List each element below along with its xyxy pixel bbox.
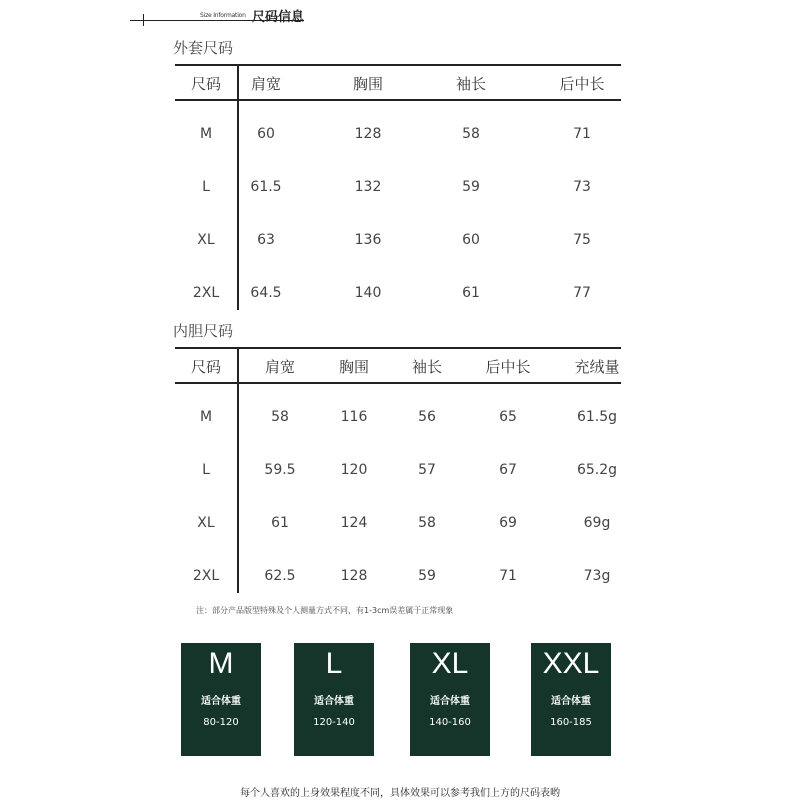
liner-table-value-cell: 69 (499, 515, 517, 531)
weight-card-label: 适合体重 (430, 696, 470, 707)
coat-size-title: 外套尺码 (173, 39, 234, 57)
liner-table-value-cell: 69g (583, 515, 611, 531)
weight-card-m (181, 643, 261, 756)
coat-table-value-cell: 128 (354, 126, 382, 142)
weight-card-range: 120-140 (313, 717, 355, 728)
liner-table-header-cell: 袖长 (411, 358, 443, 376)
liner-table-value-cell: 57 (418, 462, 436, 478)
footer-note: 每个人喜欢的上身效果程度不同，具体效果可以参考我们上方的尺码表哟 (240, 788, 560, 799)
coat-table-value-cell: 136 (354, 232, 382, 248)
liner-size-title: 内胆尺码 (173, 322, 234, 340)
liner-table-header-rule (175, 382, 621, 384)
liner-table-value-cell: 59.5 (264, 462, 296, 478)
coat-table-size-cell: 2XL (192, 285, 220, 301)
coat-table-value-cell: 132 (354, 179, 382, 195)
weight-card-xl (410, 643, 490, 756)
liner-table-value-cell: 61 (271, 515, 289, 531)
liner-table-value-cell: 65 (499, 409, 517, 425)
coat-table-header-cell: 肩宽 (250, 75, 282, 93)
coat-table-value-cell: 61.5 (250, 179, 282, 195)
weight-card-size: XXL (542, 647, 600, 680)
coat-table-column-divider (237, 64, 239, 310)
liner-table-size-cell: XL (197, 515, 215, 531)
header-title: 尺码信息 (252, 10, 305, 25)
liner-table-value-cell: 73g (583, 568, 611, 584)
coat-size-table (175, 64, 621, 314)
liner-table-value-cell: 128 (340, 568, 368, 584)
liner-table-header-cell: 充绒量 (574, 358, 620, 376)
liner-table-size-cell: 2XL (192, 568, 220, 584)
liner-table-size-cell: M (199, 409, 213, 425)
weight-card-range: 140-160 (429, 717, 471, 728)
liner-table-value-cell: 58 (418, 515, 436, 531)
coat-table-header-cell: 尺码 (190, 75, 222, 93)
coat-table-value-cell: 77 (573, 285, 591, 301)
coat-table-header-cell: 后中长 (559, 75, 605, 93)
liner-table-size-cell: L (202, 462, 210, 478)
coat-table-value-cell: 59 (462, 179, 480, 195)
liner-table-value-cell: 62.5 (264, 568, 296, 584)
liner-table-value-cell: 65.2g (576, 462, 618, 478)
coat-table-value-cell: 64.5 (250, 285, 282, 301)
coat-table-value-cell: 60 (462, 232, 480, 248)
liner-table-value-cell: 67 (499, 462, 517, 478)
liner-table-value-cell: 58 (271, 409, 289, 425)
measurement-note: 注：部分产品版型特殊及个人测量方式不同，有1-3cm误差属于正常现象 (196, 606, 454, 615)
liner-table-value-cell: 120 (340, 462, 368, 478)
liner-table-column-divider (237, 347, 239, 593)
liner-table-header-cell: 胸围 (338, 358, 370, 376)
header-english-title: Size Information (200, 12, 246, 19)
coat-table-value-cell: 58 (462, 126, 480, 142)
coat-table-size-cell: XL (197, 232, 215, 248)
coat-table-value-cell: 63 (257, 232, 275, 248)
weight-card-label: 适合体重 (314, 696, 354, 707)
coat-table-size-cell: L (202, 179, 210, 195)
weight-card-range: 160-185 (550, 717, 592, 728)
liner-table-header-cell: 尺码 (190, 358, 222, 376)
liner-table-value-cell: 124 (340, 515, 368, 531)
liner-table-value-cell: 56 (418, 409, 436, 425)
coat-table-value-cell: 61 (462, 285, 480, 301)
coat-table-header-cell: 胸围 (352, 75, 384, 93)
coat-table-size-cell: M (199, 126, 213, 142)
liner-table-value-cell: 71 (499, 568, 517, 584)
weight-card-l (294, 643, 374, 756)
weight-card-size: L (325, 647, 343, 680)
liner-table-value-cell: 61.5g (576, 409, 618, 425)
coat-table-value-cell: 140 (354, 285, 382, 301)
weight-card-xxl (531, 643, 611, 756)
weight-card-range: 80-120 (203, 717, 239, 728)
liner-table-top-rule (175, 347, 621, 349)
coat-table-header-rule (175, 99, 621, 101)
liner-table-value-cell: 59 (418, 568, 436, 584)
coat-table-value-cell: 75 (573, 232, 591, 248)
liner-table-header-cell: 后中长 (485, 358, 531, 376)
weight-card-label: 适合体重 (201, 696, 241, 707)
liner-table-header-cell: 肩宽 (264, 358, 296, 376)
coat-table-value-cell: 71 (573, 126, 591, 142)
coat-table-value-cell: 60 (257, 126, 275, 142)
coat-table-header-cell: 袖长 (455, 75, 487, 93)
weight-card-size: XL (431, 647, 469, 680)
coat-table-value-cell: 73 (573, 179, 591, 195)
liner-table-value-cell: 116 (340, 409, 368, 425)
weight-card-label: 适合体重 (551, 696, 591, 707)
liner-size-table (175, 347, 621, 597)
weight-card-size: M (208, 647, 234, 680)
coat-table-top-rule (175, 64, 621, 66)
